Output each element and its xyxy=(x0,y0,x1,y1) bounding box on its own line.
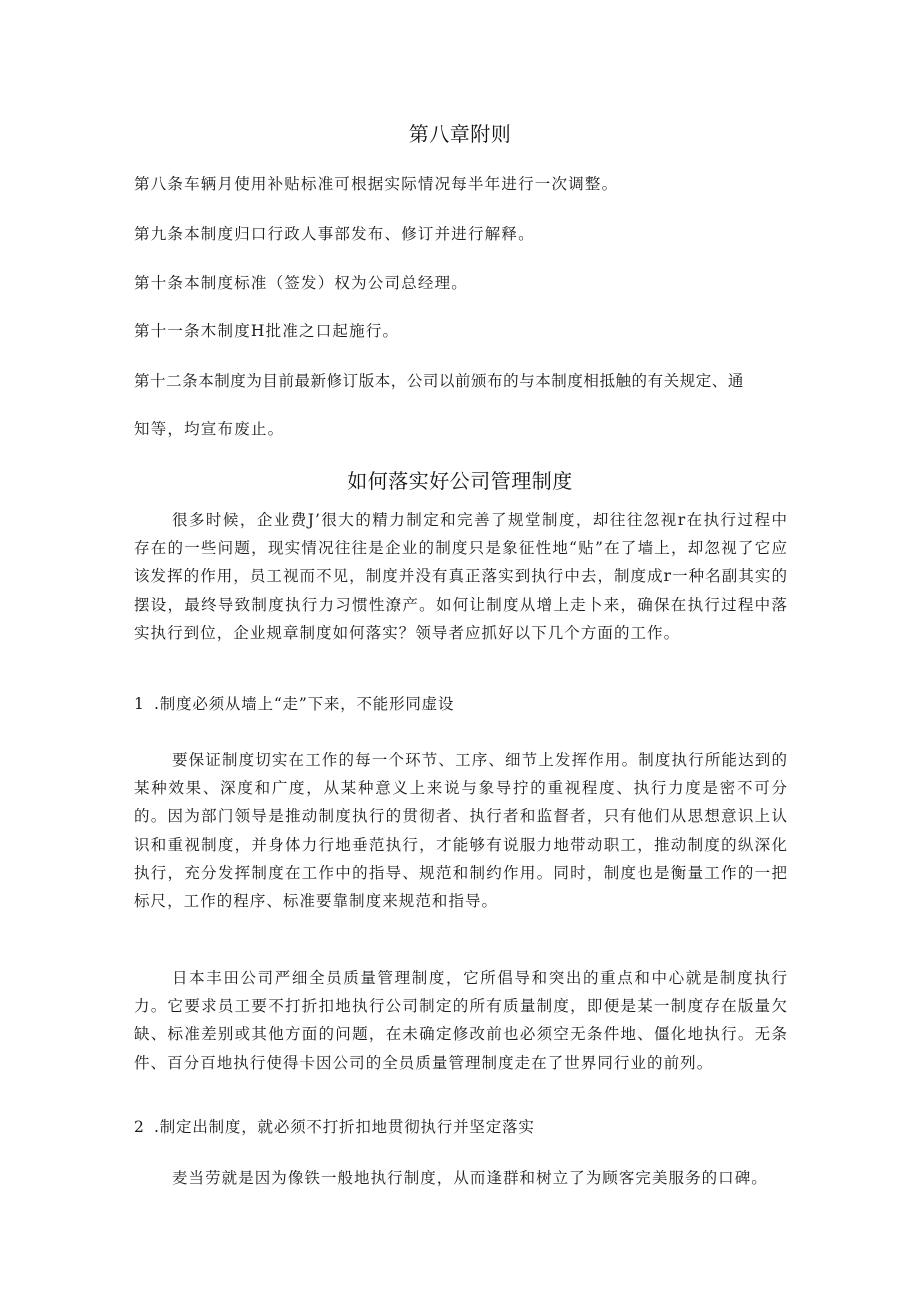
section-1-heading xyxy=(134,692,454,714)
intro-paragraph: 很多时候，企业费J’很大的精力制定和完善了规堂制度，却往往忽视r在执行过程中存在的一些问题，现实情况往往是企业的制度只是象征性地“贴”在了墙上，却忽视了它应该发挥的作用，员工视而不见，制度并没有真正落实到执行中去，制度成r一种名副其实的摆设，最终导致制度执行力习惯性潦产。如何让制度从增上走卜来，确保在执行过程中落实执行到位，企业规章制度如何落实？领导者应抓好以下几个方面的工作。 xyxy=(134,511,788,642)
article-title: 如何落实好公司管理制度 xyxy=(347,469,573,493)
article-8: 第八条车辆月使用补贴标准可根据实际情况每半年进行一次调整。 xyxy=(134,175,619,193)
section-1-number: 1 xyxy=(134,695,145,713)
chapter-title: 第八章附则 xyxy=(408,122,512,146)
section-2-heading xyxy=(134,1115,535,1137)
article-9: 第九条本制度归口行政人事部发布、修订并进行解释。 xyxy=(134,225,535,243)
section-1-paragraph: 要保证制度切实在工作的每一个环节、工序、细节上发挥作用。制度执行所能达到的某种效果、深度和广度，从某种意义上来说与象导拧的重视程度、执行力度是密不可分的。因为部门领导是推动制度执行的贯彻者、执行者和监督者，只有他们从思想意识上认识和重视制度，并身体力行地垂范执行，才能够有说服力地带动职工，推动制度的纵深化执行，充分发挥制度在工作中的指导、规范和制约作用。同时，制度也是衡量工作的一把标尺，工作的程序、标准要靠制度来规范和指导。 xyxy=(134,751,788,911)
section-2-title: .制定出制度，就必须不打折扣地贯彻执行并坚定落实 xyxy=(154,1118,535,1136)
section-1-title: .制度必须从墙上“走”下来，不能形同虚设 xyxy=(154,695,455,713)
article-10: 第十条本制度标准（签发）权为公司总经理。 xyxy=(134,274,469,292)
section-2-number: 2 xyxy=(134,1118,145,1136)
article-12-line2: 知等，均宣布废止。 xyxy=(134,420,285,438)
article-12-line1: 第十二条本制度为目前最新修订版本，公司以前颁布的与本制度相抵触的有关规定、通 xyxy=(134,372,744,390)
mcdonalds-paragraph: 麦当劳就是因为像铁一般地执行制度，从而逢群和树立了为顾客完美服务的口碑。 xyxy=(172,1169,768,1187)
article-11: 第十一条木制度H批准之口起施行。 xyxy=(134,322,400,340)
toyota-paragraph: 日本丰田公司严细全员质量管理制度，它所倡导和突出的重点和中心就是制度执行力。它要求员工要不打折扣地执行公司制定的所有质量制度，即便是某一制度存在版量欠缺、标准差别或其他方面的问题，在未确定修改前也必须空无条件地、僵化地执行。无条件、百分百地执行使得卡因公司的全员质量管理制度走在了世界同行业的前列。 xyxy=(134,969,788,1072)
